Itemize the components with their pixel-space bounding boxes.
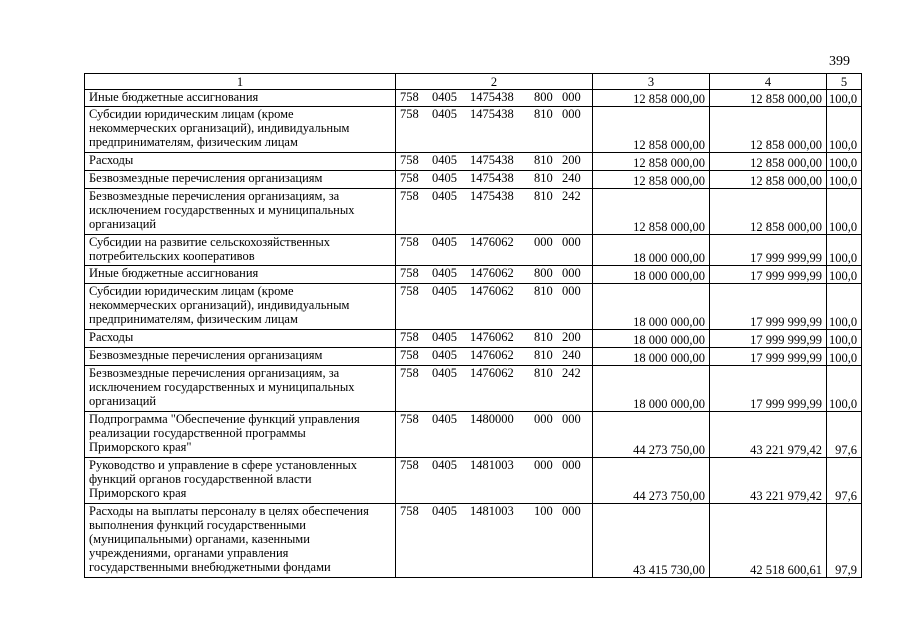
row-plan-amount: 12 858 000,00 (593, 153, 710, 171)
row-actual-amount: 17 999 999,99 (710, 348, 827, 366)
row-percent: 97,6 (827, 412, 862, 458)
code-part-1: 758 (400, 366, 419, 380)
table-header-row (85, 74, 862, 90)
row-actual-amount: 17 999 999,99 (710, 366, 827, 412)
row-percent: 100,0 (827, 90, 862, 107)
row-code (396, 412, 593, 458)
code-part-1: 758 (400, 235, 419, 249)
table-row (85, 412, 862, 458)
code-part-1: 758 (400, 348, 419, 362)
row-code (396, 458, 593, 504)
table-row (85, 266, 862, 284)
row-actual-amount: 12 858 000,00 (710, 189, 827, 235)
code-part-4: 810 (534, 348, 553, 362)
code-part-3: 1475438 (470, 90, 514, 104)
row-actual-amount: 17 999 999,99 (710, 284, 827, 330)
table-row (85, 189, 862, 235)
code-part-4: 810 (534, 153, 553, 167)
code-part-5: 200 (562, 330, 581, 344)
row-plan-amount: 44 273 750,00 (593, 412, 710, 458)
code-part-4: 800 (534, 90, 553, 104)
code-part-1: 758 (400, 284, 419, 298)
row-name-text: Расходы на выплаты персоналу в целях обеспечения выполнения функций государственными (муниципальными) органами, казенными учреждениями, органами управления государственными внебюджетными фондами (89, 504, 369, 574)
code-part-3: 1475438 (470, 171, 514, 185)
row-code (396, 235, 593, 266)
row-actual-amount: 17 999 999,99 (710, 266, 827, 284)
row-name (85, 412, 396, 458)
code-part-3: 1476062 (470, 366, 514, 380)
row-plan-amount: 18 000 000,00 (593, 284, 710, 330)
code-part-5: 000 (562, 504, 581, 518)
table-row (85, 504, 862, 578)
row-name-text: Безвозмездные перечисления организациям, за исключением государственных и муниципальных организаций (89, 366, 355, 408)
row-name (85, 171, 396, 189)
row-name (85, 284, 396, 330)
row-name (85, 266, 396, 284)
row-plan-amount: 12 858 000,00 (593, 171, 710, 189)
code-part-5: 000 (562, 458, 581, 472)
code-part-3: 1476062 (470, 266, 514, 280)
table-row (85, 90, 862, 107)
row-percent: 100,0 (827, 330, 862, 348)
row-percent: 100,0 (827, 266, 862, 284)
row-name-text: Расходы (89, 330, 134, 344)
row-percent: 100,0 (827, 107, 862, 153)
code-part-1: 758 (400, 330, 419, 344)
code-part-3: 1475438 (470, 107, 514, 121)
row-name-text: Безвозмездные перечисления организациям (89, 171, 323, 185)
row-plan-amount: 43 415 730,00 (593, 504, 710, 578)
code-part-4: 000 (534, 412, 553, 426)
code-part-2: 0405 (432, 107, 457, 121)
row-name (85, 90, 396, 107)
row-actual-amount: 43 221 979,42 (710, 458, 827, 504)
row-code (396, 348, 593, 366)
row-name-text: Субсидии юридическим лицам (кроме некоммерческих организаций), индивидуальным предпринимателям, физическим лицам (89, 284, 350, 326)
code-part-3: 1476062 (470, 348, 514, 362)
table-row (85, 171, 862, 189)
code-part-2: 0405 (432, 153, 457, 167)
table-row (85, 366, 862, 412)
code-part-2: 0405 (432, 171, 457, 185)
code-part-1: 758 (400, 504, 419, 518)
row-percent: 97,6 (827, 458, 862, 504)
code-part-4: 810 (534, 366, 553, 380)
table-row (85, 458, 862, 504)
row-name (85, 235, 396, 266)
row-code (396, 171, 593, 189)
code-part-4: 000 (534, 458, 553, 472)
code-part-5: 000 (562, 107, 581, 121)
code-part-4: 810 (534, 107, 553, 121)
code-part-4: 810 (534, 189, 553, 203)
code-part-1: 758 (400, 107, 419, 121)
code-part-5: 000 (562, 90, 581, 104)
row-plan-amount: 18 000 000,00 (593, 235, 710, 266)
code-part-4: 800 (534, 266, 553, 280)
page-number: 399 (829, 54, 850, 69)
row-code (396, 107, 593, 153)
code-part-4: 000 (534, 235, 553, 249)
row-plan-amount: 18 000 000,00 (593, 366, 710, 412)
code-part-2: 0405 (432, 366, 457, 380)
row-name (85, 107, 396, 153)
row-name-text: Субсидии юридическим лицам (кроме некоммерческих организаций), индивидуальным предпринимателям, физическим лицам (89, 107, 350, 149)
row-plan-amount: 18 000 000,00 (593, 348, 710, 366)
row-code (396, 189, 593, 235)
code-part-1: 758 (400, 266, 419, 280)
table-row (85, 153, 862, 171)
row-name-text: Иные бюджетные ассигнования (89, 90, 259, 104)
code-part-5: 000 (562, 266, 581, 280)
row-plan-amount: 12 858 000,00 (593, 189, 710, 235)
row-name (85, 189, 396, 235)
code-part-5: 240 (562, 171, 581, 185)
row-plan-amount: 18 000 000,00 (593, 266, 710, 284)
code-part-2: 0405 (432, 90, 457, 104)
code-part-5: 242 (562, 366, 581, 380)
code-part-3: 1481003 (470, 458, 514, 472)
header-cell-5: 5 (827, 74, 862, 90)
row-name-text: Иные бюджетные ассигнования (89, 266, 259, 280)
code-part-4: 810 (534, 284, 553, 298)
code-part-3: 1476062 (470, 235, 514, 249)
row-percent: 100,0 (827, 284, 862, 330)
row-percent: 100,0 (827, 348, 862, 366)
row-name-text: Безвозмездные перечисления организациям (89, 348, 323, 362)
row-name-text: Руководство и управление в сфере установленных функций органов государственной власти Приморского края (89, 458, 358, 500)
row-name (85, 153, 396, 171)
table-row (85, 235, 862, 266)
header-cell-4: 4 (710, 74, 827, 90)
code-part-4: 100 (534, 504, 553, 518)
row-name (85, 366, 396, 412)
code-part-2: 0405 (432, 330, 457, 344)
table-row (85, 107, 862, 153)
code-part-5: 242 (562, 189, 581, 203)
row-plan-amount: 18 000 000,00 (593, 330, 710, 348)
code-part-2: 0405 (432, 504, 457, 518)
code-part-3: 1476062 (470, 330, 514, 344)
row-code (396, 266, 593, 284)
header-cell-1: 1 (85, 74, 396, 90)
row-name-text: Расходы (89, 153, 134, 167)
row-percent: 100,0 (827, 366, 862, 412)
row-name (85, 330, 396, 348)
row-plan-amount: 12 858 000,00 (593, 107, 710, 153)
table-row (85, 330, 862, 348)
row-code (396, 90, 593, 107)
row-plan-amount: 44 273 750,00 (593, 458, 710, 504)
code-part-5: 000 (562, 284, 581, 298)
code-part-5: 000 (562, 412, 581, 426)
code-part-5: 200 (562, 153, 581, 167)
row-name-text: Подпрограмма "Обеспечение функций управления реализации государственной программы Приморского края" (89, 412, 360, 454)
code-part-3: 1481003 (470, 504, 514, 518)
code-part-1: 758 (400, 189, 419, 203)
row-code (396, 504, 593, 578)
row-actual-amount: 12 858 000,00 (710, 107, 827, 153)
code-part-2: 0405 (432, 458, 457, 472)
row-name-text: Безвозмездные перечисления организациям, за исключением государственных и муниципальных организаций (89, 189, 355, 231)
row-actual-amount: 17 999 999,99 (710, 235, 827, 266)
code-part-3: 1480000 (470, 412, 514, 426)
row-name (85, 348, 396, 366)
code-part-2: 0405 (432, 235, 457, 249)
row-percent: 100,0 (827, 189, 862, 235)
code-part-1: 758 (400, 153, 419, 167)
row-plan-amount: 12 858 000,00 (593, 90, 710, 107)
code-part-4: 810 (534, 330, 553, 344)
row-actual-amount: 12 858 000,00 (710, 90, 827, 107)
code-part-2: 0405 (432, 412, 457, 426)
table-row (85, 348, 862, 366)
code-part-2: 0405 (432, 284, 457, 298)
code-part-5: 000 (562, 235, 581, 249)
row-name-text: Субсидии на развитие сельскохозяйственных потребительских кооперативов (89, 235, 331, 263)
row-actual-amount: 12 858 000,00 (710, 171, 827, 189)
code-part-2: 0405 (432, 348, 457, 362)
row-percent: 100,0 (827, 235, 862, 266)
row-actual-amount: 17 999 999,99 (710, 330, 827, 348)
row-name (85, 504, 396, 578)
budget-table (84, 73, 862, 578)
code-part-2: 0405 (432, 266, 457, 280)
code-part-1: 758 (400, 458, 419, 472)
row-name (85, 458, 396, 504)
row-percent: 100,0 (827, 153, 862, 171)
code-part-5: 240 (562, 348, 581, 362)
code-part-1: 758 (400, 412, 419, 426)
code-part-3: 1475438 (470, 153, 514, 167)
header-cell-2: 2 (396, 74, 593, 90)
row-code (396, 284, 593, 330)
row-actual-amount: 42 518 600,61 (710, 504, 827, 578)
code-part-3: 1475438 (470, 189, 514, 203)
row-percent: 97,9 (827, 504, 862, 578)
row-actual-amount: 12 858 000,00 (710, 153, 827, 171)
code-part-1: 758 (400, 90, 419, 104)
code-part-2: 0405 (432, 189, 457, 203)
code-part-3: 1476062 (470, 284, 514, 298)
header-cell-3: 3 (593, 74, 710, 90)
row-code (396, 366, 593, 412)
row-code (396, 153, 593, 171)
table-row (85, 284, 862, 330)
code-part-1: 758 (400, 171, 419, 185)
row-code (396, 330, 593, 348)
row-actual-amount: 43 221 979,42 (710, 412, 827, 458)
row-percent: 100,0 (827, 171, 862, 189)
code-part-4: 810 (534, 171, 553, 185)
